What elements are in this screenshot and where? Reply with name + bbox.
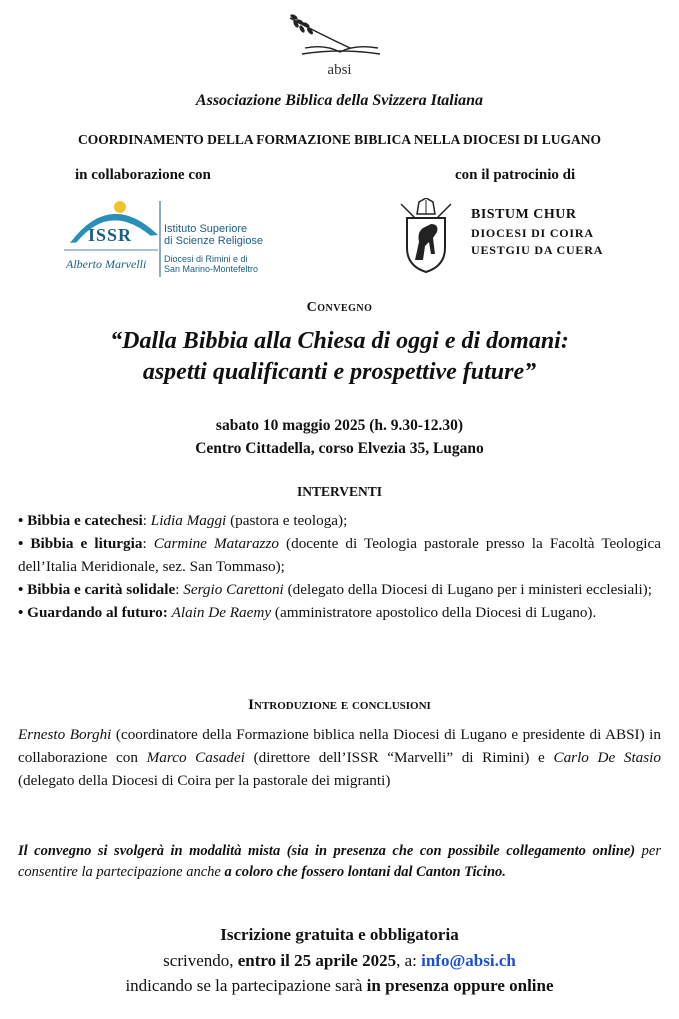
mixed-mode-notice: Il convegno si svolgerà in modalità mista (sia in presenza che con possibile collegamento online) per consentire la partecipazione anche a coloro che fossero lontani dal Canton Ticino. [18,843,661,880]
event-date-place [0,414,679,460]
event-date: sabato 10 maggio 2025 (h. 9.30-12.30) [215,417,464,434]
list-item: • Bibbia e catechesi: Lidia Maggi (pastora e teologa); [18,512,348,529]
registration-deadline: scrivendo, entro il 25 aprile 2025, a: info@absi.ch [163,951,516,970]
email-link[interactable]: info@absi.ch [421,951,516,970]
association-name: Associazione Biblica della Svizzera Italiana [195,92,484,109]
list-item: • Bibbia e liturgia: Carmine Matarazzo (docente di Teologia pastorale presso la Facoltà Teologica dell’Italia Meridionale, sez. San Tommaso); [18,535,661,575]
event-kind: Convegno [306,300,373,315]
issr-name: Istituto Superiore di Scienze Religiose [164,223,264,247]
chur-coat-of-arms-icon [395,198,457,273]
event-title: “Dalla Bibbia alla Chiesa di oggi e di domani: aspetti qualificanti e prospettive future” [110,328,569,385]
chur-line-2: DIOCESI DI COIRA [471,226,594,240]
patronage-label: con il patrocinio di [455,167,576,183]
absi-wordmark: absi [327,62,352,78]
intro-heading: Introduzione e conclusioni [248,697,431,713]
coordination-line: COORDINAMENTO DELLA FORMAZIONE BIBLICA NELLA DIOCESI DI LUGANO [78,132,601,147]
list-item: • Guardando al futuro: Alain De Raemy (amministratore apostolico della Diocesi di Lugano). [18,604,597,621]
issr-diocese: Diocesi di Rimini e di San Marino-Montefeltro [164,254,259,274]
interventi-heading: INTERVENTI [296,484,383,499]
issr-acronym: ISSR [88,225,133,245]
chur-line-3: UESTGIU DA CUERA [471,243,604,257]
chur-line-1: BISTUM CHUR [471,207,577,222]
intro-paragraph: Ernesto Borghi (coordinatore della Formazione biblica nella Diocesi di Lugano e presidente di ABSI) in collaborazione con Marco Casadei (direttore dell’ISSR “Marvelli” di Rimini) e Carlo De Stasio (delegato della Diocesi di Coira per la pastorale dei migranti) [18,726,662,789]
registration-title: Iscrizione gratuita e obbligatoria [220,925,459,944]
list-item: • Bibbia e carità solidale: Sergio Carettoni (delegato della Diocesi di Lugano per i ministeri ecclesiali); [18,581,652,598]
collaboration-label: in collaborazione con [75,167,211,183]
interventi-list [18,509,661,624]
issr-signature: Alberto Marvelli [66,257,147,271]
registration-mode: indicando se la partecipazione sarà in presenza oppure online [125,976,554,995]
event-place: Centro Cittadella, corso Elvezia 35, Lugano [195,440,484,457]
